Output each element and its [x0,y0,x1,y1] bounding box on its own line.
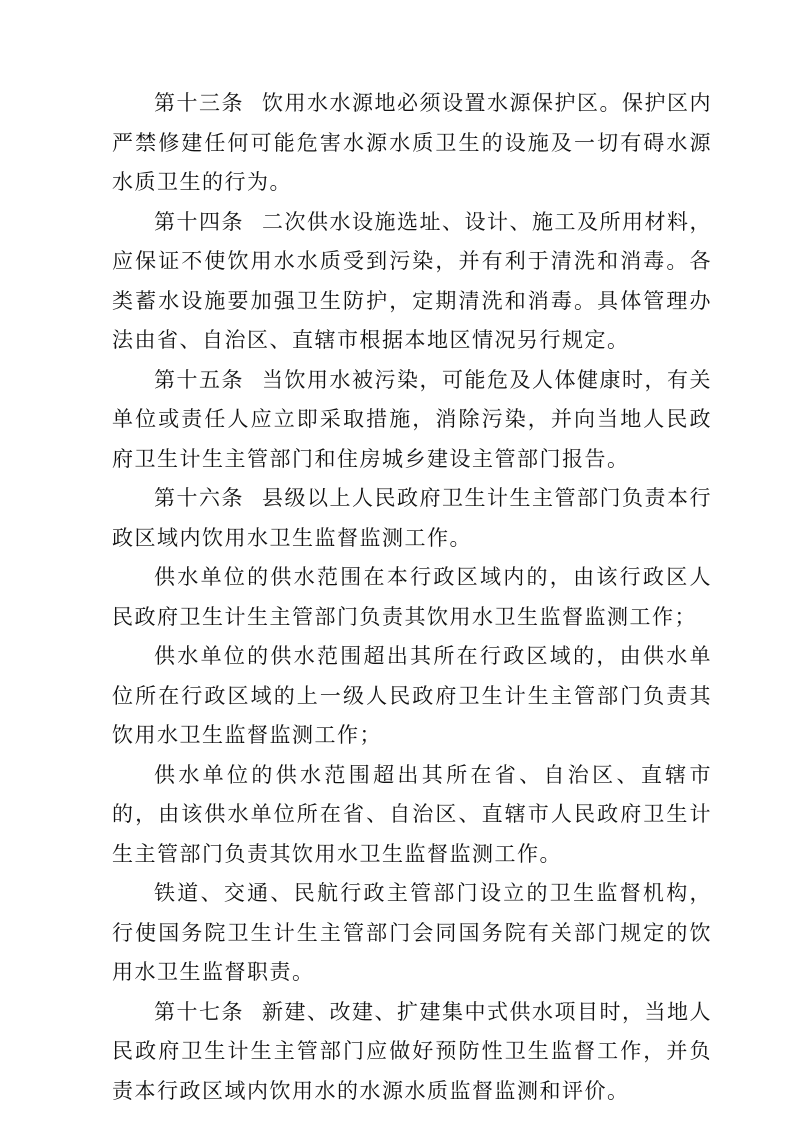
paragraph-text: 新建、改建、扩建集中式供水项目时，当地人民政府卫生计生主管部门应做好预防性卫生监督工作，并负责本行政区域内饮用水的水源水质监督监测和评价。 [112,999,712,1103]
article-16-paragraph [112,479,712,558]
article-number: 第十六条 [154,486,244,510]
article-16-clause-1 [112,558,712,637]
article-16-clause-2 [112,637,712,756]
article-number: 第十七条 [154,999,244,1024]
document-body [112,84,712,1111]
article-17-paragraph [112,993,712,1112]
article-number: 第十四条 [154,209,244,234]
paragraph-text: 供水单位的供水范围超出其所在省、自治区、直辖市的，由该供水单位所在省、自治区、直辖市人民政府卫生计生主管部门负责其饮用水卫生监督监测工作。 [112,762,712,866]
paragraph-text: 县级以上人民政府卫生计生主管部门负责本行政区域内饮用水卫生监督监测工作。 [112,486,712,550]
article-number: 第十五条 [154,367,244,392]
paragraph-text: 当饮用水被污染，可能危及人体健康时，有关单位或责任人应立即采取措施，消除污染，并向当地人民政府卫生计生主管部门和住房城乡建设主管部门报告。 [112,367,712,471]
paragraph-text: 饮用水水源地必须设置水源保护区。保护区内严禁修建任何可能危害水源水质卫生的设施及一切有碍水源水质卫生的行为。 [112,91,712,194]
article-13-paragraph [112,84,712,203]
paragraph-text: 铁道、交通、民航行政主管部门设立的卫生监督机构，行使国务院卫生计生主管部门会同国务院有关部门规定的饮用水卫生监督职责。 [112,881,712,984]
paragraph-text: 供水单位的供水范围超出其所在行政区域的，由供水单位所在行政区域的上一级人民政府卫生计生主管部门负责其饮用水卫生监督监测工作； [112,644,712,747]
paragraph-text: 二次供水设施选址、设计、施工及所用材料，应保证不使饮用水水质受到污染，并有利于清洗和消毒。各类蓄水设施要加强卫生防护，定期清洗和消毒。具体管理办法由省、自治区、直辖市根据本地区情况另行规定。 [112,209,712,352]
article-16-clause-4 [112,874,712,993]
article-16-clause-3 [112,756,712,875]
article-15-paragraph [112,361,712,480]
article-14-paragraph [112,203,712,361]
paragraph-text: 供水单位的供水范围在本行政区域内的，由该行政区人民政府卫生计生主管部门负责其饮用水卫生监督监测工作； [112,565,712,629]
article-number: 第十三条 [154,91,244,115]
